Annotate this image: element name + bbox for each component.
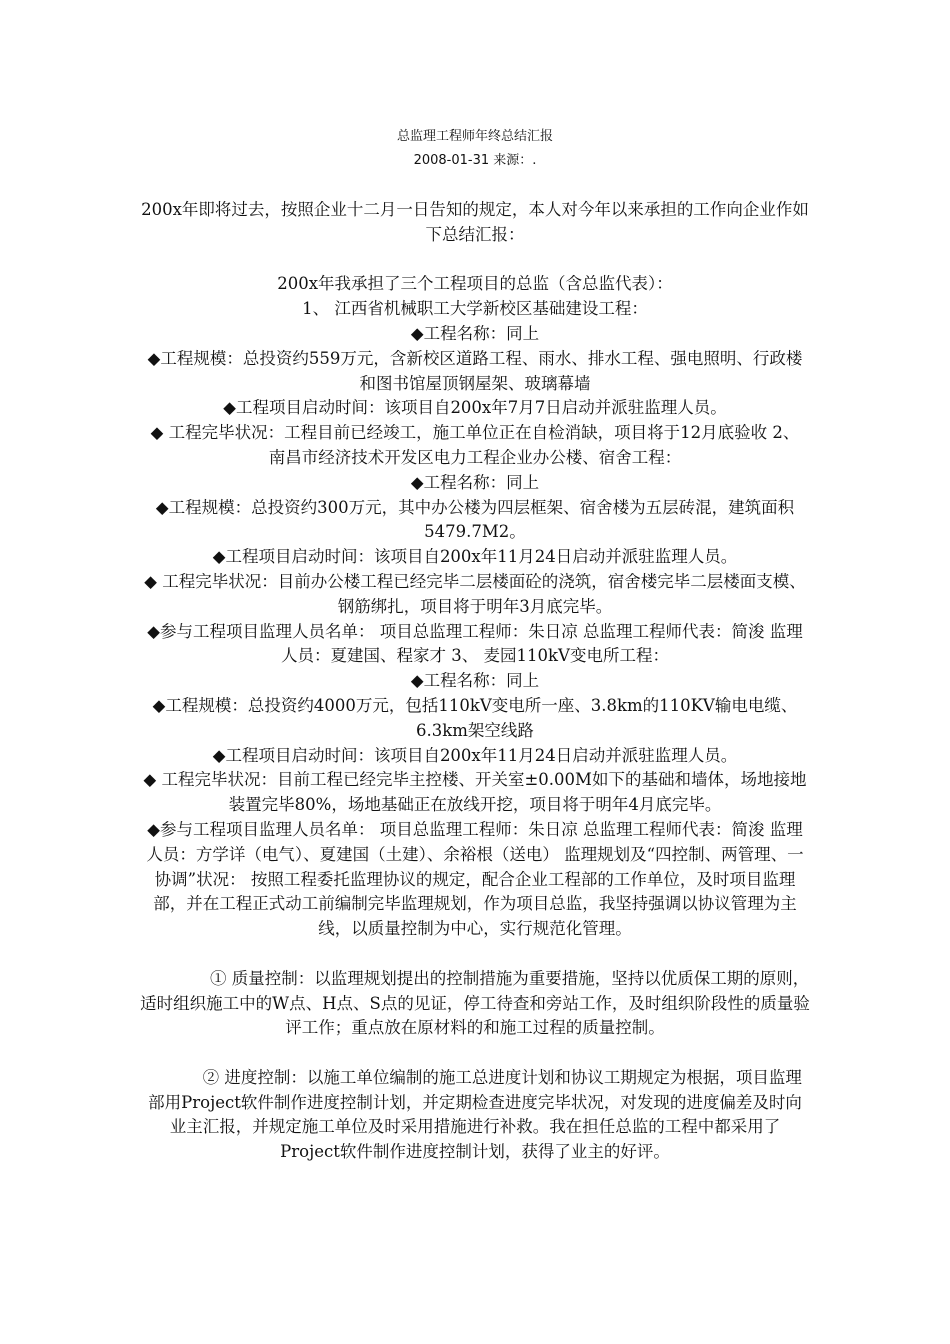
project2-staff: ◆参与工程项目监理人员名单： 项目总监理工程师：朱日凉 总监理工程师代表：简浚 监理人员：夏建国、程家才 3、 麦园110kV变电所工程： (147, 621, 803, 666)
project1-title: 1、 江西省机械职工大学新校区基础建设工程： (302, 299, 648, 319)
project1-scale: ◆工程规模：总投资约559万元，含新校区道路工程、雨水、排水工程、强电照明、行政楼和图书馆屋顶钢屋架、玻璃幕墙 (147, 348, 803, 393)
project3-scale: ◆工程规模：总投资约4000万元，包括110kV变电所一座、3.8km的110KV输电电缆、6.3km架空线路 (152, 695, 798, 740)
document-title: 总监理工程师年终总结汇报 (396, 129, 553, 144)
document-body (140, 198, 810, 1165)
project2-start: ◆工程项目启动时间：该项目自200x年11月24日启动并派驻监理人员。 (212, 547, 738, 567)
project3-start: ◆工程项目启动时间：该项目自200x年11月24日启动并派驻监理人员。 (212, 745, 738, 765)
project3-status: ◆ 工程完毕状况：目前工程已经完毕主控楼、开关室±0.00M如下的基础和墙体，场地接地装置完毕80%，场地基础正在放线开挖，项目将于明年4月底完毕。 (143, 770, 807, 815)
source-label: 来源：. (489, 153, 537, 168)
publish-date: 2008-01-31 (413, 153, 490, 168)
project3-staff: ◆参与工程项目监理人员名单： 项目总监理工程师：朱日凉 总监理工程师代表：简浚 监理人员：方学详（电气）、夏建国（土建）、余裕根（送电） 监理规划及“四控制、两管理、一协调”状况： 按照工程委托监理协议的规定，配合企业工程部的工作单位，及时项目监理部，并在工程正式动工前编制完毕监理规划，作为项目总监，我坚持强调以协议管理为主线，以质量控制为中心，实行规范化管理。 (146, 819, 804, 939)
project2-status: ◆ 工程完毕状况：目前办公楼工程已经完毕二层楼面砼的浇筑，宿舍楼完毕二层楼面支模、钢筋绑扎，项目将于明年3月底完毕。 (144, 571, 806, 616)
project1-name: ◆工程名称：同上 (410, 323, 540, 343)
document-meta (140, 152, 810, 170)
project3-name: ◆工程名称：同上 (410, 671, 540, 691)
project1-start: ◆工程项目启动时间：该项目自200x年7月7日启动并派驻监理人员。 (223, 398, 727, 418)
progress-control-paragraph: ② 进度控制：以施工单位编制的施工总进度计划和协议工期规定为根据，项目监理部用Project软件制作进度控制计划，并定期检查进度完毕状况，对发现的进度偏差及时向业主汇报，并规定施工单位及时采用措施进行补救。我在担任总监的工程中都采用了Project软件制作进度控制计划，获得了业主的好评。 (148, 1067, 802, 1162)
project2-name: ◆工程名称：同上 (410, 472, 540, 492)
quality-control-paragraph: ① 质量控制：以监理规划提出的控制措施为重要措施，坚持以优质保工期的原则，适时组织施工中的W点、H点、S点的见证，停工待查和旁站工作，及时组织阶段性的质量验评工作；重点放在原材料的和施工过程的质量控制。 (140, 968, 810, 1038)
project1-status: ◆ 工程完毕状况：工程目前已经竣工，施工单位正在自检消缺，项目将于12月底验收 2、 南昌市经济技术开发区电力工程企业办公楼、宿舍工程： (150, 423, 800, 467)
intro-paragraph: 200x年即将过去，按照企业十二月一日告知的规定，本人对今年以来承担的工作向企业作如下总结汇报： (141, 200, 809, 244)
main-paragraph: 200x年我承担了三个工程项目的总监（含总监代表）： (277, 274, 673, 294)
project2-scale: ◆工程规模：总投资约300万元，其中办公楼为四层框架、宿舍楼为五层砖混，建筑面积5479.7M2。 (155, 497, 795, 542)
